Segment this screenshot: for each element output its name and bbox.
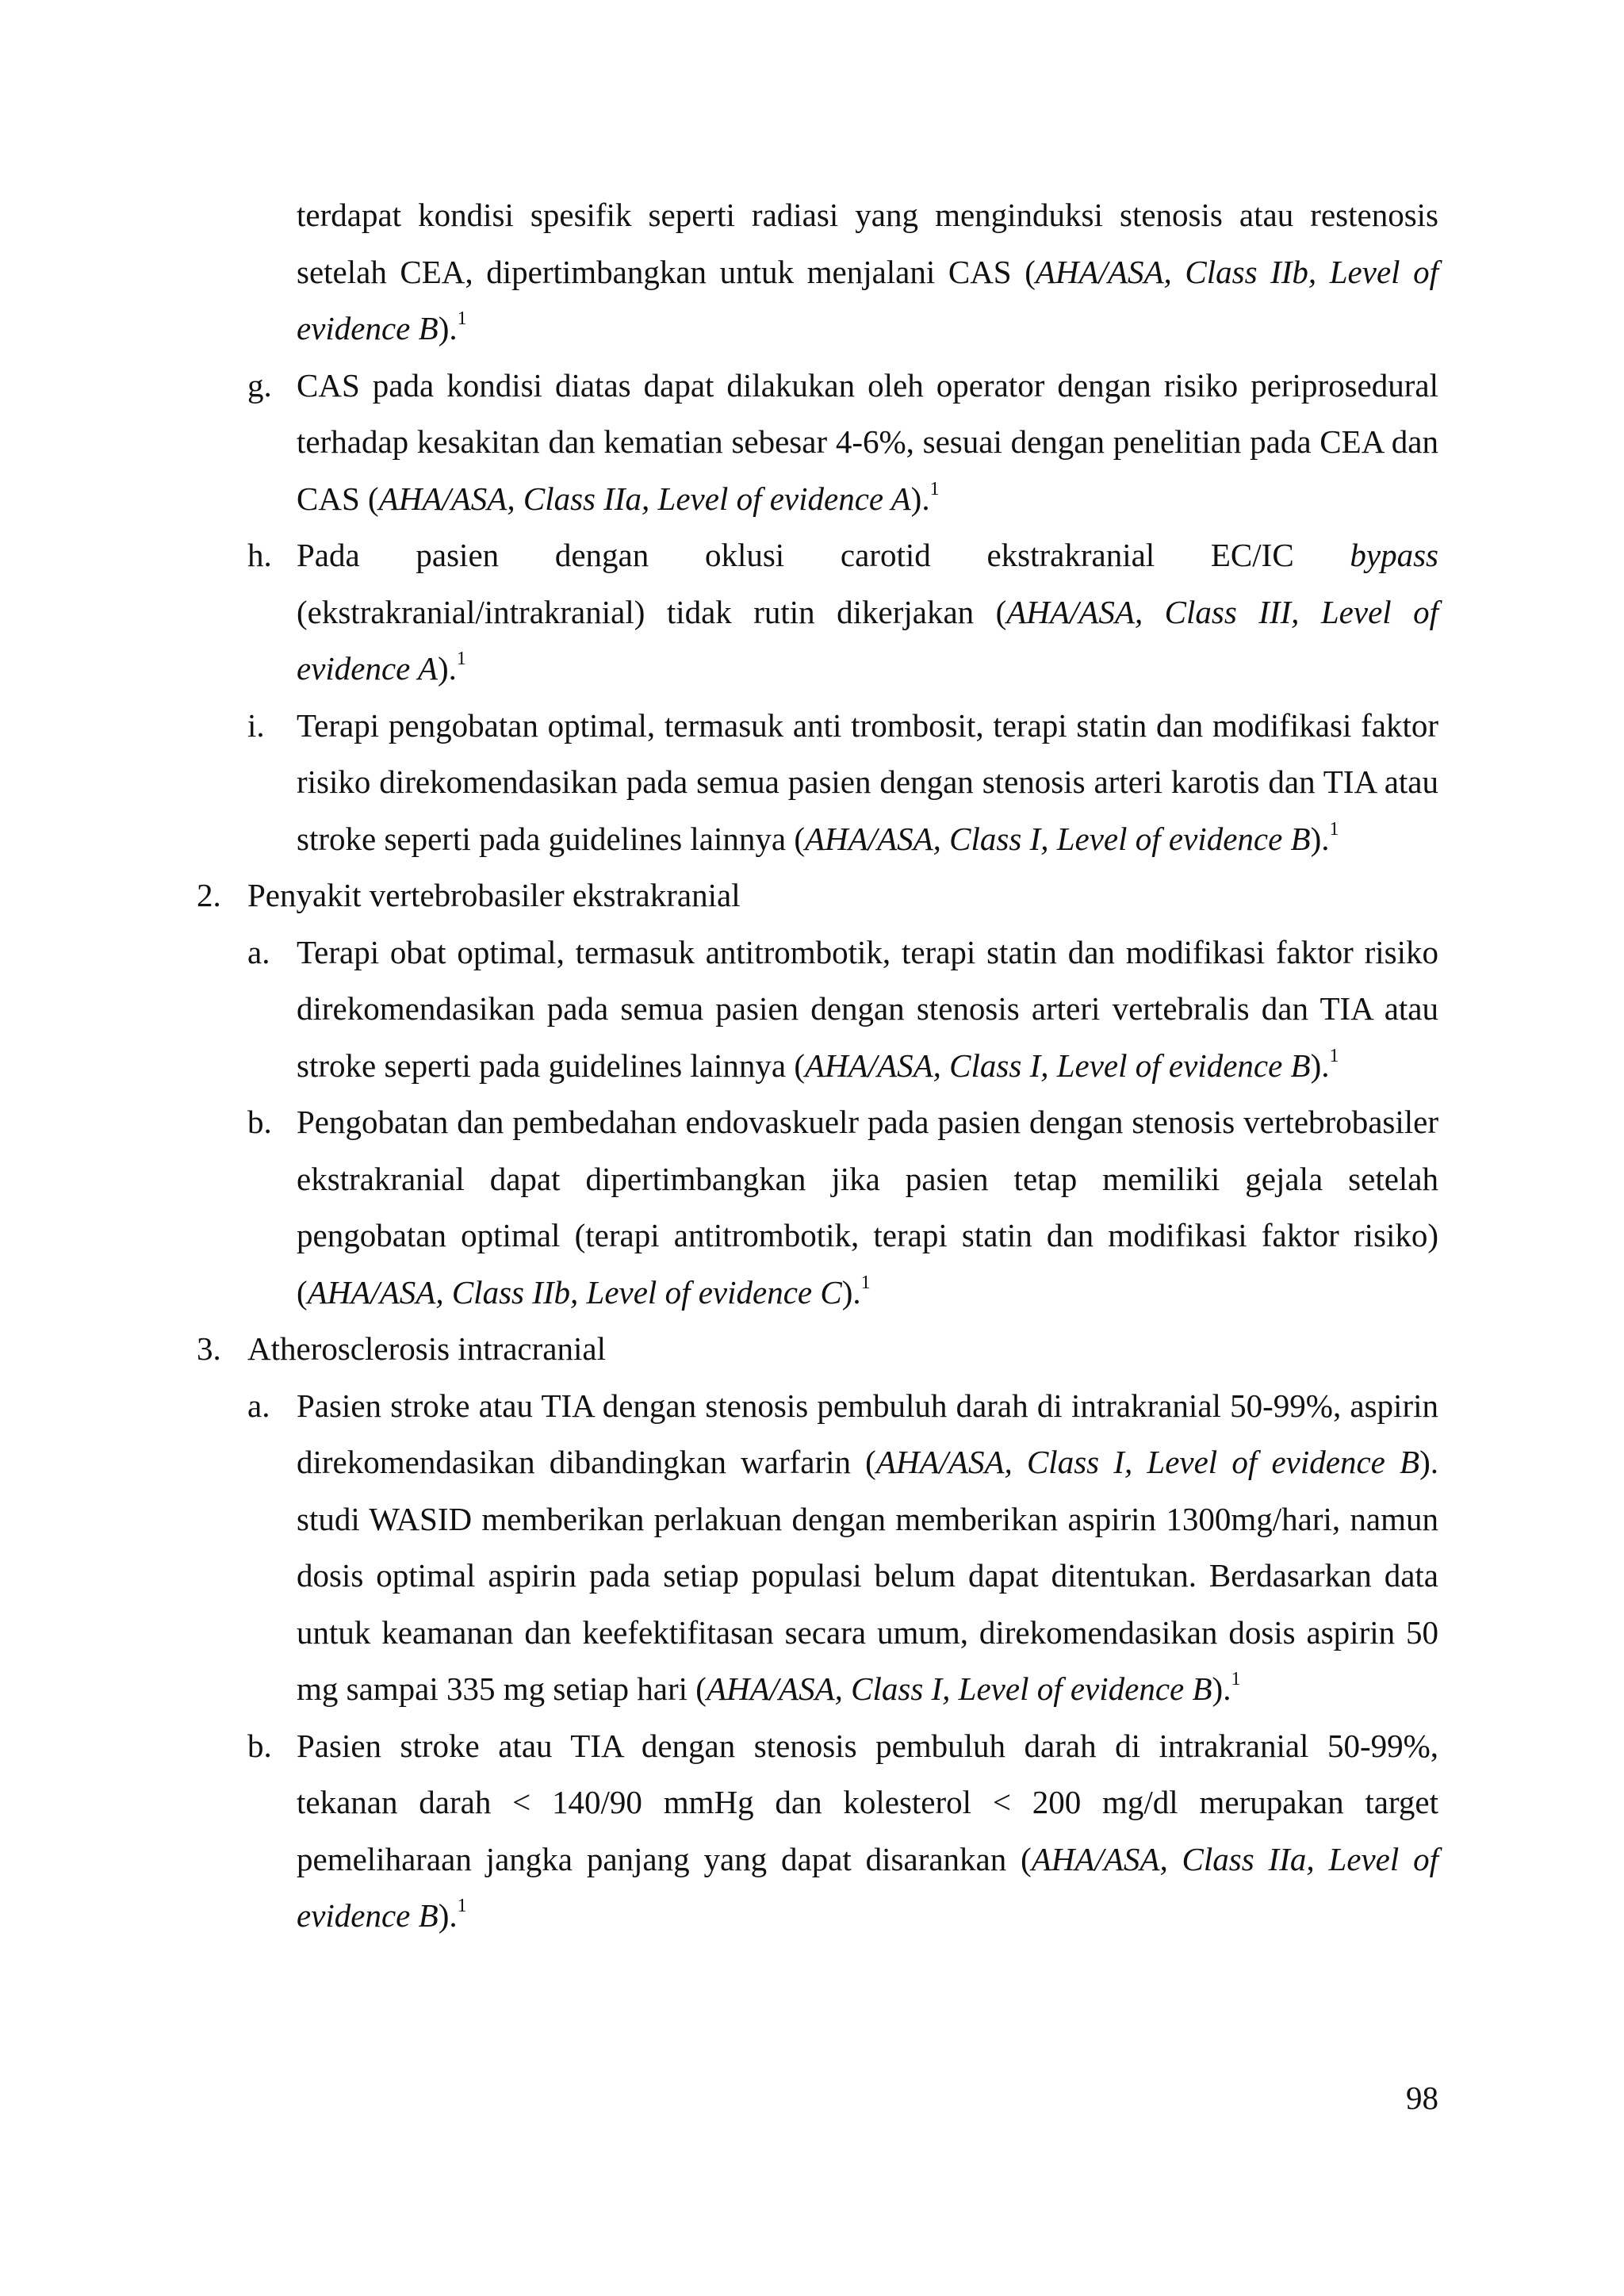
list-marker: b.	[247, 1727, 272, 1764]
citation-close: ).	[841, 1273, 861, 1311]
list-item-2b	[197, 1094, 1438, 1321]
paragraph-text: ). studi WASID memberikan perlakuan dengan memberikan aspirin 1300mg/hari, namun dosis optimal aspirin pada setiap populasi belum dapat ditentukan. Berdasarkan data untuk keamanan dan keefektifitasan secara umum, direkomendasikan dosis aspirin 50 mg sampai 335 mg setiap hari (	[297, 1444, 1438, 1707]
citation-close: ).	[1310, 1047, 1330, 1084]
list-marker: a.	[247, 1387, 270, 1424]
citation: AHA/ASA, Class I, Level of evidence B	[805, 820, 1311, 857]
footnote-ref: 1	[457, 1896, 467, 1917]
section-heading-2	[197, 867, 1438, 924]
footnote-ref: 1	[860, 1272, 871, 1293]
citation: AHA/ASA, Class I, Level of evidence B	[875, 1444, 1420, 1480]
citation-close: ).	[438, 310, 458, 346]
list-item-2a	[197, 924, 1438, 1095]
list-item-3b	[197, 1718, 1438, 1945]
list-item-g	[197, 358, 1438, 528]
citation-close: ).	[1212, 1670, 1231, 1707]
list-marker: 3.	[197, 1330, 221, 1367]
citation: AHA/ASA, Class IIb, Level of evidence C	[307, 1273, 842, 1311]
list-item-3a	[197, 1378, 1438, 1718]
paragraph-text: Terapi obat optimal, termasuk antitrombotik, terapi statin dan modifikasi faktor risiko direkomendasikan pada semua pasien dengan stenosis arteri vertebralis dan TIA atau stroke seperti pada guidelines lainnya (	[297, 933, 1438, 1084]
citation-close: ).	[1310, 820, 1330, 857]
citation-close: ).	[438, 1897, 458, 1934]
citation: AHA/ASA, Class IIa, Level of evidence A	[378, 480, 911, 517]
footnote-ref: 1	[1329, 818, 1339, 840]
paragraph-text: Terapi pengobatan optimal, termasuk anti trombosit, terapi statin dan modifikasi faktor risiko direkomendasikan pada semua pasien dengan stenosis arteri karotis dan TIA atau stroke seperti pada guidelines lainnya (	[297, 706, 1438, 857]
footnote-ref: 1	[456, 649, 466, 670]
list-marker: i.	[247, 706, 265, 744]
italic-term: bypass	[1350, 537, 1438, 573]
list-marker: h.	[247, 537, 272, 573]
list-marker: b.	[247, 1104, 272, 1140]
paragraph-text: Pasien stroke atau TIA dengan stenosis pembuluh darah di intrakranial 50-99%, aspirin direkomendasikan dibandingkan warfarin (	[297, 1387, 1438, 1480]
footnote-ref: 1	[929, 478, 940, 499]
footnote-ref: 1	[1231, 1669, 1241, 1690]
section-title: Penyakit vertebrobasiler ekstrakranial	[247, 877, 741, 913]
paragraph-text: (ekstrakranial/intrakranial) tidak rutin dikerjakan (	[297, 593, 1007, 630]
citation: AHA/ASA, Class I, Level of evidence B	[706, 1670, 1212, 1707]
section-title: Atherosclerosis intracranial	[247, 1330, 606, 1367]
page-number: 98	[1406, 2080, 1438, 2116]
list-item-i	[197, 698, 1438, 868]
list-marker: 2.	[197, 877, 221, 913]
citation: AHA/ASA, Class IIb, Level of evidence B	[297, 253, 1439, 346]
footnote-ref: 1	[1329, 1045, 1339, 1066]
citation: AHA/ASA, Class I, Level of evidence B	[805, 1047, 1311, 1084]
footnote-ref: 1	[457, 308, 467, 330]
list-marker: a.	[247, 933, 270, 970]
list-item-h	[197, 527, 1438, 698]
citation-close: ).	[437, 650, 457, 687]
page-body	[197, 187, 1438, 1945]
paragraph-text: Pengobatan dan pembedahan endovaskuelr pada pasien dengan stenosis vertebrobasiler ekstrakranial dapat dipertimbangkan jika pasien tetap memiliki gejala setelah pengobatan optimal (terapi antitrombotik, terapi statin dan modifikasi faktor risiko) (	[297, 1104, 1438, 1311]
citation: AHA/ASA, Class III, Level of evidence A	[297, 593, 1438, 687]
continued-paragraph	[197, 187, 1438, 358]
citation-close: ).	[910, 480, 930, 517]
paragraph-text: Pasien stroke atau TIA dengan stenosis pembuluh darah di intrakranial 50-99%, tekanan darah < 140/90 mmHg dan kolesterol < 200 mg/dl merupakan target pemeliharaan jangka panjang yang dapat disarankan (	[297, 1727, 1438, 1877]
paragraph-text: CAS pada kondisi diatas dapat dilakukan oleh operator dengan risiko periprosedural terhadap kesakitan dan kematian sebesar 4-6%, sesuai dengan penelitian pada CEA dan CAS (	[297, 366, 1438, 517]
paragraph-text: Pada pasien dengan oklusi carotid ekstrakranial EC/IC	[297, 537, 1350, 573]
section-heading-3	[197, 1321, 1438, 1378]
citation: AHA/ASA, Class IIa, Level of evidence B	[297, 1840, 1439, 1934]
paragraph-text: terdapat kondisi spesifik seperti radiasi yang menginduksi stenosis atau restenosis setelah CEA, dipertimbangkan untuk menjalani CAS (	[297, 197, 1438, 290]
list-marker: g.	[247, 366, 272, 404]
